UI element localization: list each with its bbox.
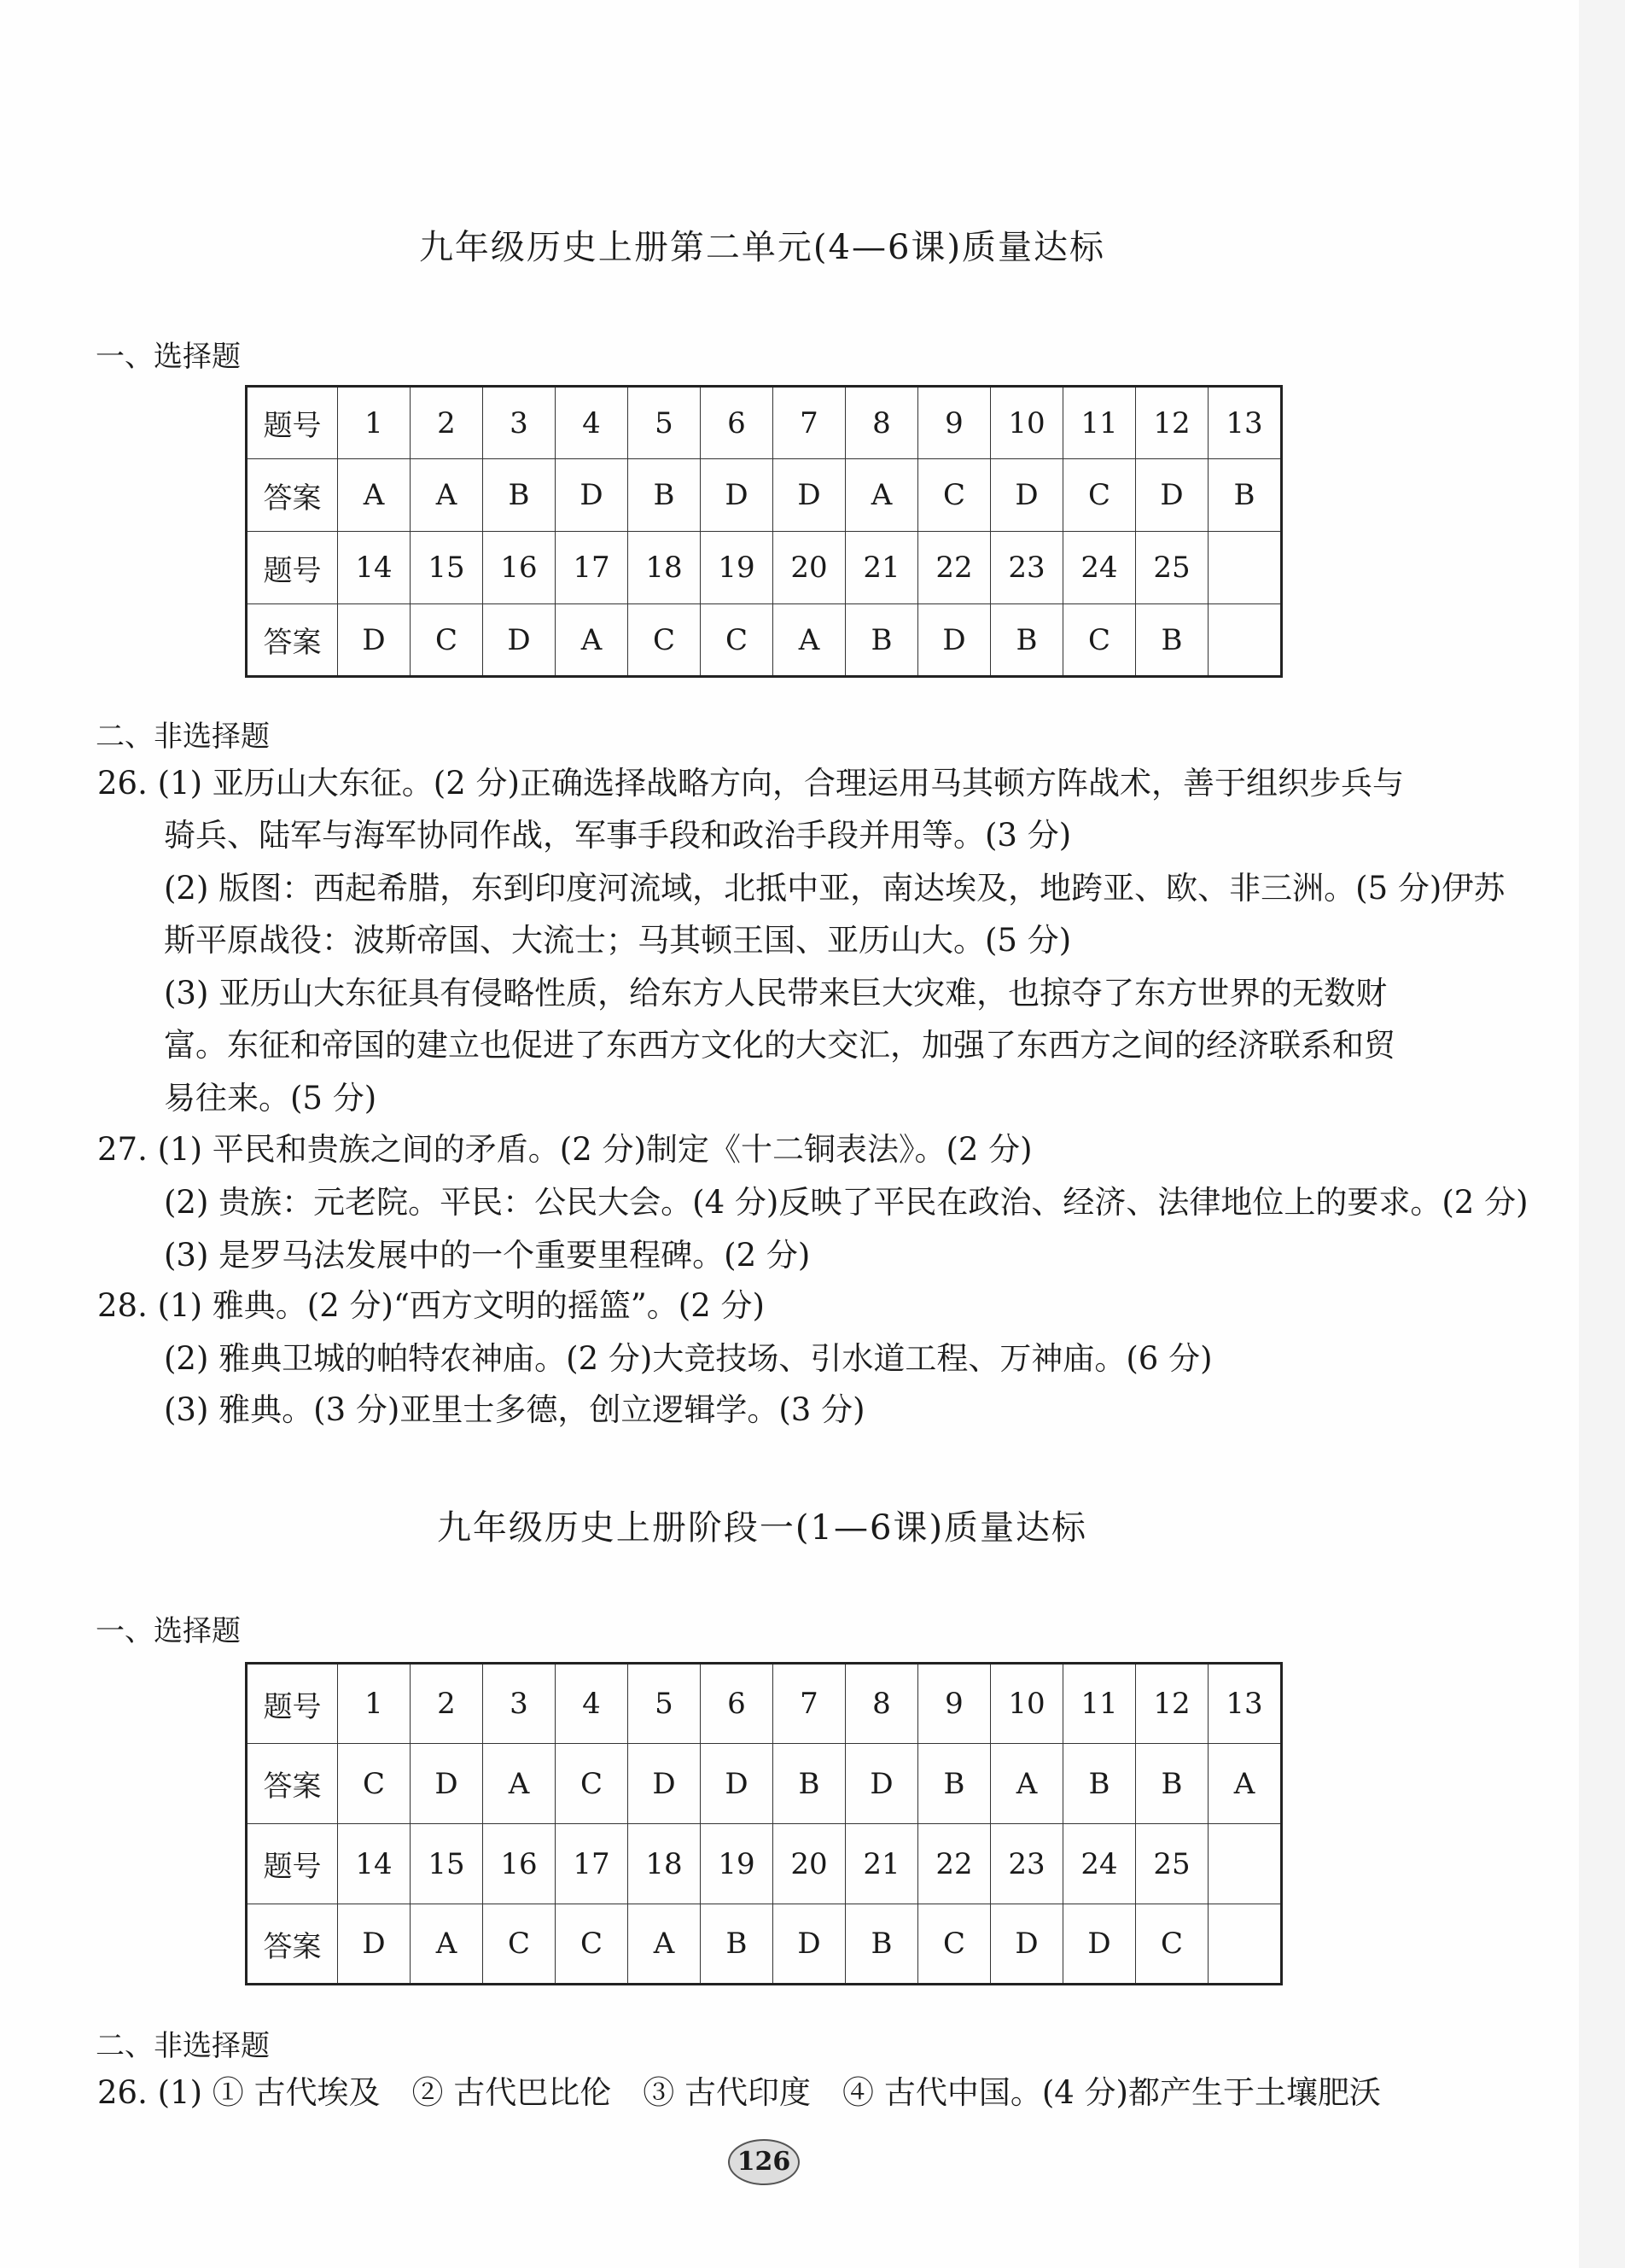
answer-line: (3) 是罗马法发展中的一个重要里程碑。(2 分) — [164, 1237, 811, 1274]
answer-cell: C — [701, 604, 773, 677]
question-number: 18 — [628, 1824, 701, 1904]
question-number: 16 — [483, 532, 556, 604]
question-number: 20 — [773, 1824, 846, 1904]
answer-cell: C — [1136, 1904, 1209, 1985]
answer-cell: C — [628, 604, 701, 677]
question-number: 2 — [411, 1664, 483, 1744]
row-label: 答案 — [247, 1904, 338, 1985]
question-number: 7 — [773, 1664, 846, 1744]
question-number: 8 — [846, 1664, 918, 1744]
answer-cell: D — [628, 1744, 701, 1824]
answer-cell: D — [1063, 1904, 1136, 1985]
answer-cell: D — [991, 1904, 1063, 1985]
question-number: 10 — [991, 387, 1063, 459]
answer-cell: A — [556, 604, 628, 677]
answer-line: 斯平原战役：波斯帝国、大流士；马其顿王国、亚历山大。(5 分) — [164, 922, 1072, 959]
answer-table — [245, 385, 1283, 678]
question-number: 12 — [1136, 387, 1209, 459]
question-number: 12 — [1136, 1664, 1209, 1744]
question-number: 14 — [338, 1824, 411, 1904]
question-number: 22 — [918, 1824, 991, 1904]
answer-cell: D — [918, 604, 991, 677]
question-number: 9 — [918, 1664, 991, 1744]
question-number: 3 — [483, 387, 556, 459]
answer-cell: D — [411, 1744, 483, 1824]
question-number: 11 — [1063, 387, 1136, 459]
answer-cell: B — [1136, 1744, 1209, 1824]
answer-line: 骑兵、陆军与海军协同作战，军事手段和政治手段并用等。(3 分) — [164, 817, 1072, 854]
row-label: 答案 — [247, 459, 338, 532]
question-number: 14 — [338, 532, 411, 604]
answer-cell: B — [773, 1744, 846, 1824]
answer-line: (3) 亚历山大东征具有侵略性质，给东方人民带来巨大灾难，也掠夺了东方世界的无数财 — [164, 975, 1388, 1012]
answer-cell: B — [483, 459, 556, 532]
question-number: 15 — [411, 1824, 483, 1904]
question-number: 8 — [846, 387, 918, 459]
row-label: 题号 — [247, 532, 338, 604]
answer-cell: A — [411, 1904, 483, 1985]
table-row — [247, 1824, 1282, 1904]
answer-cell: D — [1136, 459, 1209, 532]
question-number: 4 — [556, 387, 628, 459]
answer-cell: C — [1063, 604, 1136, 677]
answer-cell: D — [846, 1744, 918, 1824]
answer-cell: B — [628, 459, 701, 532]
question-number: 4 — [556, 1664, 628, 1744]
question-number: 1 — [338, 387, 411, 459]
answer-cell: D — [556, 459, 628, 532]
answer-cell: A — [338, 459, 411, 532]
question-number: 22 — [918, 532, 991, 604]
answer-cell — [1209, 1904, 1282, 1985]
question-number — [1209, 1824, 1282, 1904]
answer-cell: B — [1063, 1744, 1136, 1824]
question-number: 21 — [846, 532, 918, 604]
answer-cell: A — [991, 1744, 1063, 1824]
section-title: 九年级历史上册第二单元(4—6课)质量达标 — [418, 228, 1106, 267]
part-heading: 二、非选择题 — [96, 2029, 270, 2063]
row-label: 题号 — [247, 1824, 338, 1904]
question-number: 11 — [1063, 1664, 1136, 1744]
question-number: 19 — [701, 1824, 773, 1904]
answer-cell: A — [846, 459, 918, 532]
answer-line: 26. (1) ① 古代埃及 ② 古代巴比伦 ③ 古代印度 ④ 古代中国。(4 分)都产生于土壤肥沃 — [97, 2074, 1381, 2111]
question-number: 20 — [773, 532, 846, 604]
answer-cell: B — [1209, 459, 1282, 532]
row-label: 答案 — [247, 1744, 338, 1824]
answer-cell: B — [1136, 604, 1209, 677]
answer-line: 28. (1) 雅典。(2 分)“西方文明的摇篮”。(2 分) — [97, 1287, 765, 1324]
answer-line: (2) 贵族：元老院。平民：公民大会。(4 分)反映了平民在政治、经济、法律地位上的要求。(2 分) — [164, 1184, 1529, 1221]
question-number: 13 — [1209, 1664, 1282, 1744]
question-number: 24 — [1063, 1824, 1136, 1904]
part-heading: 一、选择题 — [96, 1614, 241, 1648]
answer-cell: D — [773, 1904, 846, 1985]
answer-cell: B — [918, 1744, 991, 1824]
question-number: 10 — [991, 1664, 1063, 1744]
answer-cell: C — [918, 1904, 991, 1985]
answer-cell: D — [338, 1904, 411, 1985]
table-row — [247, 1664, 1282, 1744]
answer-cell: A — [773, 604, 846, 677]
question-number: 17 — [556, 532, 628, 604]
question-number: 23 — [991, 532, 1063, 604]
answer-line: (2) 版图：西起希腊，东到印度河流域，北抵中亚，南达埃及，地跨亚、欧、非三洲。(5 分)伊苏 — [164, 870, 1506, 907]
answer-cell: A — [483, 1744, 556, 1824]
answer-cell: C — [411, 604, 483, 677]
question-number: 25 — [1136, 1824, 1209, 1904]
answer-line: 27. (1) 平民和贵族之间的矛盾。(2 分)制定《十二铜表法》。(2 分) — [97, 1131, 1033, 1168]
question-number: 5 — [628, 1664, 701, 1744]
answer-cell: C — [918, 459, 991, 532]
question-number: 25 — [1136, 532, 1209, 604]
question-number: 5 — [628, 387, 701, 459]
question-number: 7 — [773, 387, 846, 459]
row-label: 题号 — [247, 1664, 338, 1744]
answer-cell: C — [483, 1904, 556, 1985]
question-number: 2 — [411, 387, 483, 459]
answer-cell: D — [701, 1744, 773, 1824]
answer-cell: D — [483, 604, 556, 677]
question-number: 18 — [628, 532, 701, 604]
question-number: 21 — [846, 1824, 918, 1904]
answer-line: 富。东征和帝国的建立也促进了东西方文化的大交汇，加强了东西方之间的经济联系和贸 — [164, 1027, 1395, 1064]
table-row — [247, 387, 1282, 459]
answer-cell: A — [628, 1904, 701, 1985]
question-number: 19 — [701, 532, 773, 604]
answer-cell: D — [991, 459, 1063, 532]
part-heading: 二、非选择题 — [96, 720, 270, 754]
answer-cell: D — [338, 604, 411, 677]
question-number: 24 — [1063, 532, 1136, 604]
answer-cell: C — [338, 1744, 411, 1824]
answer-line: 26. (1) 亚历山大东征。(2 分)正确选择战略方向，合理运用马其顿方阵战术，善于组织步兵与 — [97, 765, 1404, 802]
answer-table — [245, 1662, 1283, 1985]
answer-cell: C — [556, 1744, 628, 1824]
answer-cell: B — [991, 604, 1063, 677]
answer-cell: C — [1063, 459, 1136, 532]
question-number — [1209, 532, 1282, 604]
table-row — [247, 604, 1282, 677]
row-label: 题号 — [247, 387, 338, 459]
answer-line: 易往来。(5 分) — [164, 1080, 377, 1117]
question-number: 16 — [483, 1824, 556, 1904]
answer-cell: A — [411, 459, 483, 532]
table-row — [247, 532, 1282, 604]
table-row — [247, 1744, 1282, 1824]
answer-cell: D — [773, 459, 846, 532]
question-number: 6 — [701, 1664, 773, 1744]
row-label: 答案 — [247, 604, 338, 677]
section-title: 九年级历史上册阶段一(1—6课)质量达标 — [436, 1508, 1088, 1548]
question-number: 3 — [483, 1664, 556, 1744]
answer-cell: C — [556, 1904, 628, 1985]
answer-cell: A — [1209, 1744, 1282, 1824]
question-number: 9 — [918, 387, 991, 459]
answer-cell: B — [846, 1904, 918, 1985]
answer-cell: D — [701, 459, 773, 532]
question-number: 1 — [338, 1664, 411, 1744]
question-number: 17 — [556, 1824, 628, 1904]
part-heading: 一、选择题 — [96, 340, 241, 374]
question-number: 23 — [991, 1824, 1063, 1904]
table-row — [247, 459, 1282, 532]
question-number: 13 — [1209, 387, 1282, 459]
question-number: 6 — [701, 387, 773, 459]
page-number: 126 — [728, 2139, 800, 2185]
answer-cell: B — [846, 604, 918, 677]
answer-cell: B — [701, 1904, 773, 1985]
answer-line: (3) 雅典。(3 分)亚里士多德，创立逻辑学。(3 分) — [164, 1391, 865, 1428]
table-row — [247, 1904, 1282, 1985]
question-number: 15 — [411, 532, 483, 604]
answer-line: (2) 雅典卫城的帕特农神庙。(2 分)大竞技场、引水道工程、万神庙。(6 分) — [164, 1340, 1213, 1377]
answer-cell — [1209, 604, 1282, 677]
